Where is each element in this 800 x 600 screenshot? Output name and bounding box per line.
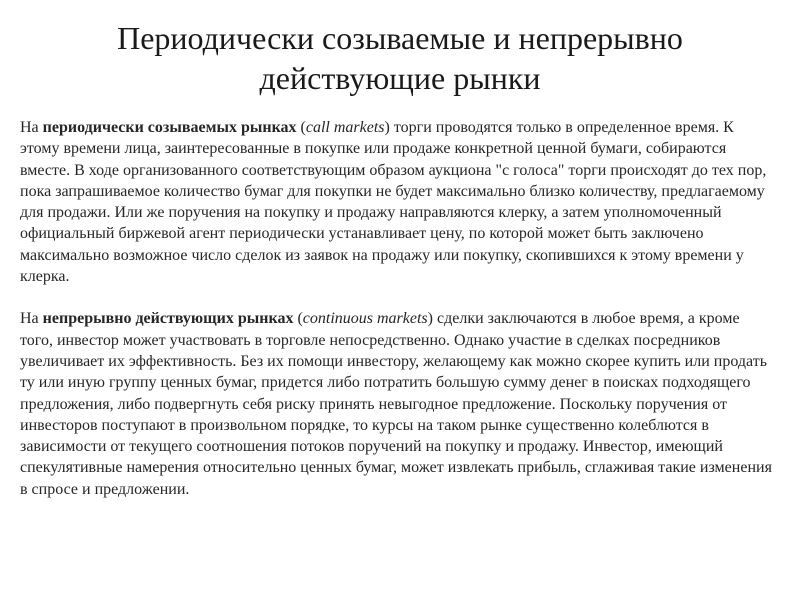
paragraph-text: ) торги проводятся только в определенное время. К этому времени лица, заинтересованные в покупке или продаже конкретной ценной бумаги, собираются вместе. В ходе организованного соответствующим образом аукциона "с голоса" торги происходят до тех пор, пока запрашиваемое количество бумаг для покупки не будет максимально близко количеству, предлагаемому для продажи. Или же поручения на покупку и продажу направляются клерку, а затем уполномоченный официальный биржевой агент периодически устанавливает цену, по которой может быть заключено максимально возможное число сделок из заявок на продажу или покупку, скопившихся к этому времени у клерка. <box>20 119 767 286</box>
term-continuous-markets: непрерывно действующих рынках <box>42 310 294 328</box>
paragraph-call-markets <box>20 117 775 287</box>
slide-body <box>20 117 775 500</box>
slide-title: Периодически созываемые и непрерывно действующие рынки <box>117 20 683 96</box>
open-paren: ( <box>296 119 306 136</box>
paragraph-text: ) сделки заключаются в любое время, а кроме того, инвестор может участвовать в торговле непосредственно. Однако участие в сделках посредников увеличивает их эффективность. Без их помощи инвестору, желающему как можно скорее купить или продать ту или иную группу ценных бумаг, придется либо потратить большую сумму денег в поисках подходящего предложения, либо подвергнуть себя риску принять невыгодное предложение. Поскольку поручения от инвесторов поступают в произвольном порядке, то курсы на таком рынке существенно колеблются в зависимости от текущего соотношения потоков поручений на покупку и продажу. Инвестор, имеющий спекулятивные намерения относительно ценных бумаг, может извлекать прибыль, сглаживая такие изменения в спросе и предложении. <box>20 310 772 498</box>
english-term-call-markets: call markets <box>305 119 385 136</box>
term-call-markets: периодически созываемых рынках <box>42 119 297 136</box>
paragraph-lead: На <box>20 310 43 328</box>
english-term-continuous-markets: continuous markets <box>302 310 428 328</box>
paragraph-lead: На <box>20 119 43 136</box>
open-paren: ( <box>293 310 303 328</box>
paragraph-continuous-markets <box>20 308 775 500</box>
